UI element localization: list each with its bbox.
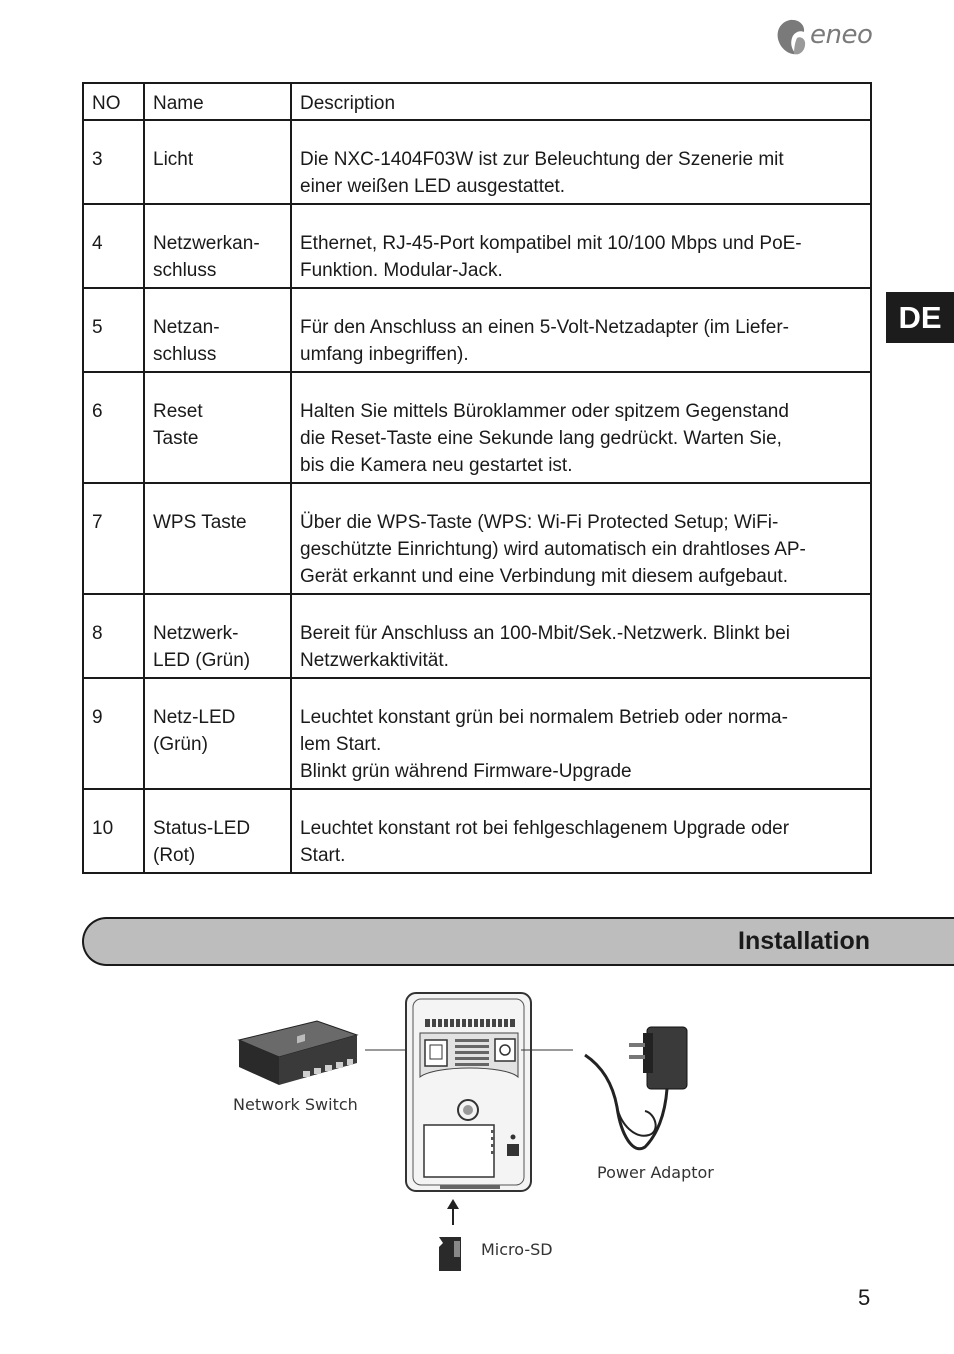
cell-description: Ethernet, RJ-45-Port kompatibel mit 10/100 Mbps und PoE- Funktion. Modular-Jack. xyxy=(291,204,871,288)
cell-description: Leuchtet konstant grün bei normalem Betrieb oder norma- lem Start. Blinkt grün während Firmware-Upgrade xyxy=(291,678,871,789)
table-row xyxy=(83,120,871,204)
network-switch-illustration xyxy=(239,1021,357,1085)
cell-name: Status-LED (Rot) xyxy=(144,789,291,873)
spec-table xyxy=(82,82,872,874)
cell-no: 4 xyxy=(83,204,144,288)
table-row xyxy=(83,204,871,288)
cell-description: Für den Anschluss an einen 5-Volt-Netzadapter (im Liefer- umfang inbegriffen). xyxy=(291,288,871,372)
micro-sd-label: Micro-SD xyxy=(481,1240,553,1259)
cell-name: Netzwerkan- schluss xyxy=(144,204,291,288)
cell-description: Halten Sie mittels Büroklammer oder spitzem Gegenstand die Reset-Taste eine Sekunde lang gedrückt. Warten Sie, bis die Kamera neu gestartet ist. xyxy=(291,372,871,483)
table-row xyxy=(83,678,871,789)
power-adaptor-illustration xyxy=(585,1027,687,1149)
cell-no: 3 xyxy=(83,120,144,204)
header-description: Description xyxy=(291,83,871,120)
cell-description: Über die WPS-Taste (WPS: Wi-Fi Protected Setup; WiFi- geschützte Einrichtung) wird automatisch ein drahtloses AP- Gerät erkannt und eine Verbindung mit diesem aufgebaut. xyxy=(291,483,871,594)
page-number: 5 xyxy=(858,1285,871,1310)
cell-name: Netzwerk- LED (Grün) xyxy=(144,594,291,678)
cell-description: Leuchtet konstant rot bei fehlgeschlagenem Upgrade oder Start. xyxy=(291,789,871,873)
diagram-graphic xyxy=(225,985,745,1280)
cell-no: 9 xyxy=(83,678,144,789)
cell-no: 10 xyxy=(83,789,144,873)
cell-no: 8 xyxy=(83,594,144,678)
cell-name: Netzan- schluss xyxy=(144,288,291,372)
table-header-row xyxy=(83,83,871,120)
language-tab: DE xyxy=(886,292,954,343)
header-no: NO xyxy=(83,83,144,120)
cell-no: 7 xyxy=(83,483,144,594)
installation-diagram xyxy=(225,985,745,1280)
cell-description: Bereit für Anschluss an 100-Mbit/Sek.-Netzwerk. Blinkt bei Netzwerkaktivität. xyxy=(291,594,871,678)
header-name: Name xyxy=(144,83,291,120)
cell-no: 6 xyxy=(83,372,144,483)
cell-description: Die NXC-1404F03W ist zur Beleuchtung der Szenerie mit einer weißen LED ausgestattet. xyxy=(291,120,871,204)
table-row xyxy=(83,483,871,594)
cell-name: Reset Taste xyxy=(144,372,291,483)
section-title: Installation xyxy=(738,927,870,955)
cell-name: Netz-LED (Grün) xyxy=(144,678,291,789)
brand-name: eneo xyxy=(810,20,873,50)
power-adaptor-label: Power Adaptor xyxy=(597,1163,714,1182)
cell-no: 5 xyxy=(83,288,144,372)
table-row xyxy=(83,372,871,483)
camera-rear-illustration xyxy=(406,993,531,1191)
table-row xyxy=(83,789,871,873)
network-switch-label: Network Switch xyxy=(233,1095,358,1114)
micro-sd-illustration xyxy=(439,1199,461,1271)
table-row xyxy=(83,594,871,678)
section-header xyxy=(82,917,954,966)
table-row xyxy=(83,288,871,372)
cell-name: Licht xyxy=(144,120,291,204)
cell-name: WPS Taste xyxy=(144,483,291,594)
